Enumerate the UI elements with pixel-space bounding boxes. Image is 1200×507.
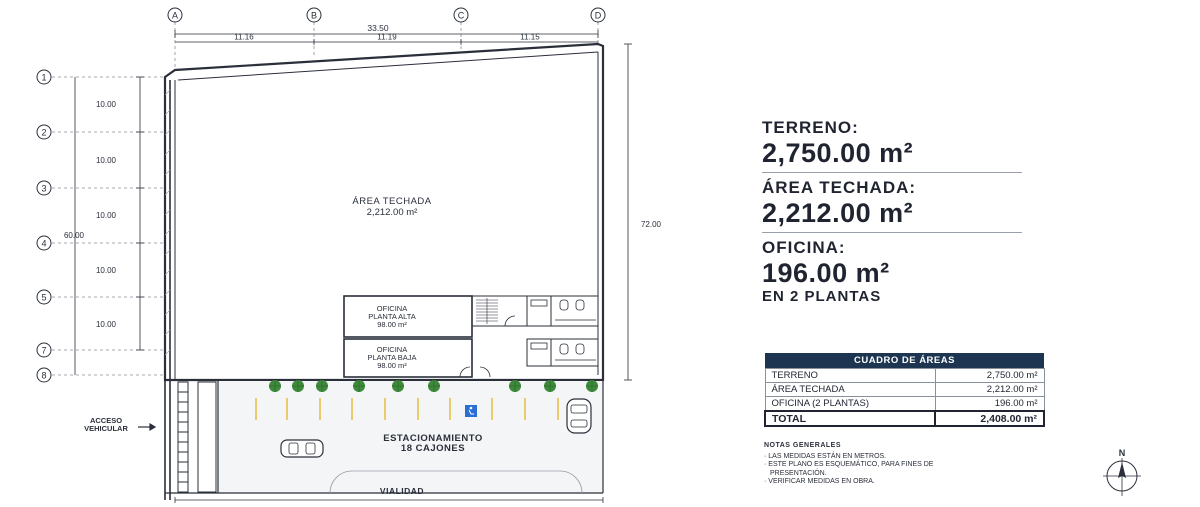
svg-text:1: 1	[41, 72, 47, 83]
column-bubble-d	[591, 8, 605, 22]
oficina-label: OFICINA:	[762, 238, 846, 257]
dim-span-ab: 11.16	[234, 32, 254, 42]
dim-row-5-7: 10.00	[95, 320, 117, 329]
svg-text:C: C	[457, 10, 465, 21]
road-dimension-line	[175, 497, 603, 503]
table-cell-value: 2,750.00 m²	[935, 369, 1044, 383]
office-lower-label-2: PLANTA BAJA	[367, 353, 417, 362]
row-bubble-7	[37, 343, 51, 357]
dim-left-total: 60.00	[63, 231, 85, 240]
techada-label: ÁREA TECHADA:	[762, 178, 917, 197]
dim-total-width: 33.50	[367, 23, 389, 33]
terreno-value: 2,750.00 m²	[762, 138, 914, 168]
row-bubble-2	[37, 125, 51, 139]
parking-label: ESTACIONAMIENTO	[383, 433, 483, 444]
parking-count: 18 CAJONES	[400, 443, 466, 454]
terreno-label: TERRENO:	[762, 118, 859, 137]
office-upper-area: 98.00 m²	[377, 320, 407, 329]
office-lower-label-1: OFICINA	[376, 345, 408, 354]
access-label-2: VEHICULAR	[84, 424, 128, 433]
techada-value: 2,212.00 m²	[762, 198, 914, 228]
office-upper-label-2: PLANTA ALTA	[368, 312, 416, 321]
area-techada-label: ÁREA TECHADA	[352, 196, 432, 207]
north-arrow-icon	[1103, 448, 1141, 496]
svg-text:4: 4	[41, 238, 47, 249]
table-cell-label: TERRENO	[765, 369, 935, 383]
svg-text:2: 2	[41, 127, 47, 138]
row-bubble-5	[37, 290, 51, 304]
table-cell-value: 2,212.00 m²	[935, 383, 1044, 397]
notes-title: NOTAS GENERALES	[764, 442, 841, 449]
row-bubble-4	[37, 236, 51, 250]
column-bubble-a	[168, 8, 182, 22]
table-row	[765, 369, 1044, 383]
office-lower-area: 98.00 m²	[377, 361, 407, 370]
vehicle-gate	[178, 382, 216, 492]
dim-span-cd: 11.15	[520, 32, 540, 42]
svg-text:A: A	[171, 10, 179, 21]
row-bubble-8	[37, 368, 51, 382]
divider	[762, 172, 1022, 173]
svg-text:D: D	[594, 10, 602, 21]
total-label: TOTAL	[765, 411, 935, 426]
accessible-parking-icon	[465, 405, 477, 417]
svg-text:7: 7	[41, 345, 47, 356]
access-label-1: ACCESO	[89, 416, 123, 425]
table-cell-label: OFICINA (2 PLANTAS)	[765, 397, 935, 412]
table-cell-value: 196.00 m²	[935, 397, 1044, 412]
dim-row-1-2: 10.00	[95, 100, 117, 109]
table-row	[765, 397, 1044, 412]
dim-row-4-5: 10.00	[95, 266, 117, 275]
dim-span-bc: 11.19	[377, 32, 397, 42]
oficina-sub: EN 2 PLANTAS	[762, 288, 882, 305]
table-row	[765, 383, 1044, 397]
note-item: · VERIFICAR MEDIDAS EN OBRA.	[764, 478, 875, 485]
total-value: 2,408.00 m²	[935, 411, 1044, 426]
column-bubble-b	[307, 8, 321, 22]
dim-right-total: 72.00	[640, 220, 662, 229]
access-arrow-icon	[138, 424, 155, 430]
svg-text:B: B	[310, 10, 318, 21]
road-label: VIALIDAD	[379, 486, 425, 496]
row-bubble-1	[37, 70, 51, 84]
note-item: · LAS MEDIDAS ESTÁN EN METROS.	[764, 452, 887, 460]
dim-row-3-4: 10.00	[95, 211, 117, 220]
dim-row-2-3: 10.00	[95, 156, 117, 165]
area-techada-value: 2,212.00 m²	[366, 207, 418, 218]
office-upper-label-1: OFICINA	[376, 304, 408, 313]
car-icon	[281, 440, 323, 457]
svg-text:N: N	[1118, 448, 1126, 458]
areas-table	[764, 353, 1045, 427]
svg-text:8: 8	[41, 370, 47, 381]
areas-table-header: CUADRO DE ÁREAS	[765, 353, 1044, 369]
svg-text:3: 3	[41, 183, 47, 194]
svg-text:5: 5	[41, 292, 47, 303]
oficina-value: 196.00 m²	[762, 258, 890, 288]
column-bubble-c	[454, 8, 468, 22]
table-cell-label: ÁREA TECHADA	[765, 383, 935, 397]
area-summary-panel	[762, 118, 1022, 305]
general-notes	[764, 442, 964, 487]
note-item: · ESTE PLANO ES ESQUEMÁTICO, PARA FINES DE PRESENTACIÓN.	[764, 461, 934, 477]
row-bubble-3	[37, 181, 51, 195]
car-icon	[567, 399, 591, 433]
divider	[762, 232, 1022, 233]
table-total-row	[765, 411, 1044, 426]
